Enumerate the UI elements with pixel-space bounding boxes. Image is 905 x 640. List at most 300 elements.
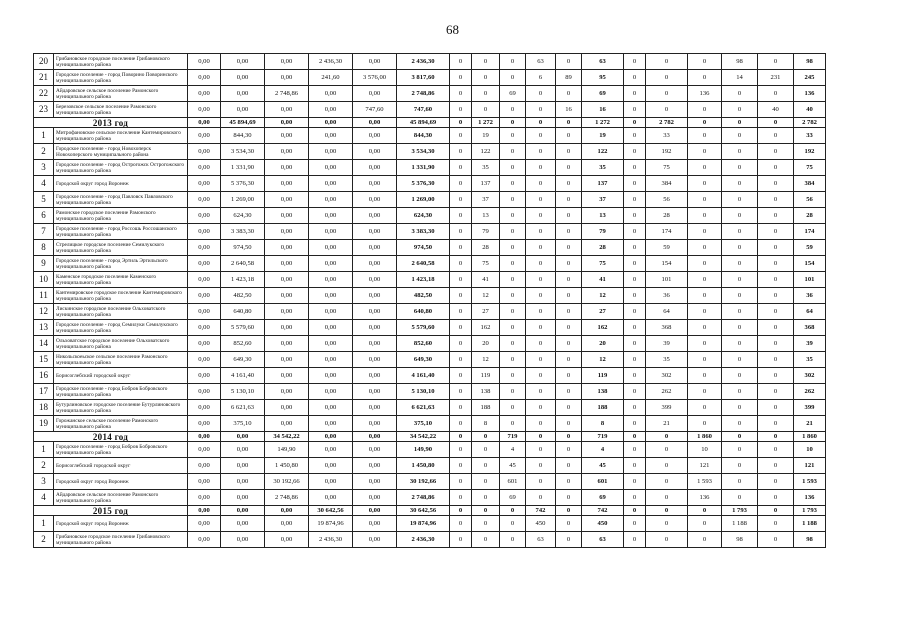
municipality-name: Стрелицкое городское поселение Семилукского муниципального района	[54, 240, 188, 256]
value-cell: 0	[556, 336, 582, 352]
value-cell: 0	[472, 102, 500, 118]
value-cell: 89	[556, 70, 582, 86]
value-cell: 0,00	[309, 320, 353, 336]
value-cell: 2 748,86	[397, 86, 450, 102]
value-cell: 0	[450, 54, 472, 70]
value-cell: 0	[450, 432, 472, 442]
value-cell: 4	[582, 442, 624, 458]
value-cell: 0	[722, 176, 758, 192]
value-cell: 0	[722, 432, 758, 442]
value-cell: 0	[758, 400, 794, 416]
value-cell: 482,50	[221, 288, 265, 304]
value-cell: 450	[582, 516, 624, 532]
value-cell: 34 542,22	[265, 432, 309, 442]
value-cell: 0	[526, 432, 556, 442]
value-cell: 0	[722, 102, 758, 118]
value-cell: 0	[472, 474, 500, 490]
value-cell: 0,00	[188, 160, 221, 176]
value-cell: 0	[758, 474, 794, 490]
value-cell: 2 782	[794, 118, 826, 128]
value-cell: 0	[758, 384, 794, 400]
table-row	[34, 288, 826, 304]
value-cell: 0	[624, 224, 646, 240]
row-number: 2	[34, 458, 54, 474]
value-cell: 4 161,40	[221, 368, 265, 384]
value-cell: 0,00	[309, 144, 353, 160]
value-cell: 136	[794, 490, 826, 506]
value-cell: 35	[646, 352, 688, 368]
value-cell: 0	[526, 208, 556, 224]
value-cell: 1 860	[688, 432, 722, 442]
value-cell: 41	[582, 272, 624, 288]
value-cell: 974,50	[221, 240, 265, 256]
table-row	[34, 532, 826, 548]
value-cell: 12	[582, 288, 624, 304]
value-cell: 624,30	[221, 208, 265, 224]
value-cell: 0,00	[309, 128, 353, 144]
value-cell: 1 331,90	[397, 160, 450, 176]
value-cell: 0,00	[309, 240, 353, 256]
value-cell: 101	[794, 272, 826, 288]
value-cell: 747,60	[353, 102, 397, 118]
value-cell: 0,00	[188, 474, 221, 490]
table-row	[34, 458, 826, 474]
value-cell: 0,00	[353, 432, 397, 442]
value-cell: 0	[526, 490, 556, 506]
value-cell: 302	[646, 368, 688, 384]
table-row	[34, 102, 826, 118]
value-cell: 0	[646, 458, 688, 474]
value-cell: 138	[472, 384, 500, 400]
value-cell: 0	[722, 400, 758, 416]
value-cell: 0,00	[221, 516, 265, 532]
value-cell: 0,00	[353, 224, 397, 240]
value-cell: 79	[582, 224, 624, 240]
value-cell: 19	[472, 128, 500, 144]
value-cell: 0	[526, 160, 556, 176]
value-cell: 0	[688, 272, 722, 288]
value-cell: 192	[646, 144, 688, 160]
value-cell: 75	[646, 160, 688, 176]
value-cell: 30 642,56	[397, 506, 450, 516]
value-cell: 0,00	[221, 442, 265, 458]
value-cell: 0	[624, 192, 646, 208]
value-cell: 0	[556, 458, 582, 474]
value-cell: 0	[688, 368, 722, 384]
table-row	[34, 256, 826, 272]
table-row	[34, 490, 826, 506]
value-cell: 0,00	[309, 432, 353, 442]
value-cell: 28	[794, 208, 826, 224]
value-cell: 0	[556, 208, 582, 224]
value-cell: 1 450,80	[265, 458, 309, 474]
value-cell: 0	[624, 256, 646, 272]
value-cell: 154	[646, 256, 688, 272]
value-cell: 0	[556, 240, 582, 256]
value-cell: 2 436,30	[397, 532, 450, 548]
value-cell: 16	[582, 102, 624, 118]
value-cell: 601	[500, 474, 526, 490]
value-cell: 0	[688, 192, 722, 208]
value-cell: 0,00	[188, 144, 221, 160]
value-cell: 0	[556, 288, 582, 304]
value-cell: 0	[450, 176, 472, 192]
row-number: 5	[34, 192, 54, 208]
value-cell: 0	[688, 118, 722, 128]
value-cell: 0	[646, 474, 688, 490]
value-cell: 0	[526, 102, 556, 118]
table-row	[34, 516, 826, 532]
value-cell: 0,00	[353, 176, 397, 192]
table-row	[34, 224, 826, 240]
value-cell: 0	[472, 70, 500, 86]
value-cell: 0	[500, 176, 526, 192]
value-cell: 0	[500, 224, 526, 240]
table-row	[34, 474, 826, 490]
value-cell: 241,60	[309, 70, 353, 86]
value-cell: 69	[582, 86, 624, 102]
value-cell: 0,00	[353, 320, 397, 336]
value-cell: 0	[688, 288, 722, 304]
value-cell: 0,00	[188, 432, 221, 442]
row-number: 21	[34, 70, 54, 86]
value-cell: 101	[646, 272, 688, 288]
value-cell: 0,00	[188, 368, 221, 384]
value-cell: 0,00	[221, 474, 265, 490]
table-row	[34, 352, 826, 368]
value-cell: 13	[582, 208, 624, 224]
value-cell: 0	[450, 102, 472, 118]
value-cell: 0,00	[353, 532, 397, 548]
value-cell: 0	[526, 128, 556, 144]
value-cell: 0	[500, 532, 526, 548]
table-row	[34, 70, 826, 86]
value-cell: 0,00	[188, 176, 221, 192]
municipality-name: Городской округ город Воронеж	[54, 516, 188, 532]
value-cell: 0	[556, 442, 582, 458]
value-cell: 0,00	[265, 144, 309, 160]
value-cell: 64	[646, 304, 688, 320]
value-cell: 375,10	[397, 416, 450, 432]
value-cell: 0,00	[221, 54, 265, 70]
value-cell: 0	[500, 70, 526, 86]
value-cell: 302	[794, 368, 826, 384]
value-cell: 0,00	[188, 102, 221, 118]
value-cell: 0	[556, 416, 582, 432]
value-cell: 188	[472, 400, 500, 416]
value-cell: 45 894,69	[221, 118, 265, 128]
value-cell: 0,00	[353, 400, 397, 416]
value-cell: 63	[582, 54, 624, 70]
value-cell: 19 874,96	[397, 516, 450, 532]
value-cell: 0	[624, 352, 646, 368]
value-cell: 0	[472, 506, 500, 516]
value-cell: 30 192,66	[397, 474, 450, 490]
value-cell: 63	[526, 532, 556, 548]
value-cell: 0	[450, 160, 472, 176]
value-cell: 21	[646, 416, 688, 432]
table-row	[34, 208, 826, 224]
value-cell: 0,00	[221, 86, 265, 102]
value-cell: 0	[624, 320, 646, 336]
value-cell: 0,00	[188, 288, 221, 304]
value-cell: 0,00	[353, 118, 397, 128]
value-cell: 0	[624, 516, 646, 532]
value-cell: 0	[624, 102, 646, 118]
value-cell: 0,00	[353, 288, 397, 304]
value-cell: 0,00	[353, 474, 397, 490]
value-cell: 0	[450, 320, 472, 336]
year-label: 2015 год	[34, 506, 188, 516]
value-cell: 0,00	[221, 490, 265, 506]
value-cell: 0,00	[353, 336, 397, 352]
municipality-name: Грибановское городское поселение Грибановского муниципального района	[54, 54, 188, 70]
value-cell: 2 748,86	[397, 490, 450, 506]
municipality-name: Городское поселение - город Эртиль Эртильского муниципального района	[54, 256, 188, 272]
value-cell: 3 534,30	[221, 144, 265, 160]
value-cell: 0	[500, 192, 526, 208]
value-cell: 0,00	[353, 144, 397, 160]
year-subtotal-row	[34, 118, 826, 128]
value-cell: 0,00	[221, 506, 265, 516]
resettlement-table	[33, 53, 826, 548]
value-cell: 5 579,60	[221, 320, 265, 336]
value-cell: 0,00	[265, 516, 309, 532]
row-number: 2	[34, 532, 54, 548]
value-cell: 162	[582, 320, 624, 336]
value-cell: 2 748,86	[265, 86, 309, 102]
value-cell: 640,80	[221, 304, 265, 320]
value-cell: 0	[646, 70, 688, 86]
value-cell: 0,00	[309, 176, 353, 192]
value-cell: 0	[556, 256, 582, 272]
value-cell: 0,00	[221, 532, 265, 548]
value-cell: 0,00	[353, 54, 397, 70]
municipality-name: Кантемировское городское поселение Кантемировского муниципального района	[54, 288, 188, 304]
value-cell: 0,00	[188, 400, 221, 416]
value-cell: 45	[582, 458, 624, 474]
municipality-name: Борисоглебский городской округ	[54, 368, 188, 384]
table-row	[34, 272, 826, 288]
value-cell: 0	[722, 272, 758, 288]
value-cell: 384	[794, 176, 826, 192]
value-cell: 1 593	[794, 474, 826, 490]
value-cell: 0	[526, 272, 556, 288]
value-cell: 0	[526, 118, 556, 128]
value-cell: 12	[472, 288, 500, 304]
table-row	[34, 384, 826, 400]
value-cell: 162	[472, 320, 500, 336]
value-cell: 192	[794, 144, 826, 160]
value-cell: 36	[646, 288, 688, 304]
value-cell: 0	[500, 506, 526, 516]
table-body	[34, 54, 826, 548]
value-cell: 0	[526, 368, 556, 384]
row-number: 2	[34, 144, 54, 160]
value-cell: 33	[794, 128, 826, 144]
table-row	[34, 86, 826, 102]
value-cell: 1 269,00	[221, 192, 265, 208]
municipality-name: Городское поселение - город Россошь Россошанского муниципального района	[54, 224, 188, 240]
value-cell: 0	[624, 128, 646, 144]
value-cell: 0	[500, 320, 526, 336]
value-cell: 0	[450, 532, 472, 548]
municipality-name: Айдаровское сельское поселение Рамонского муниципального района	[54, 490, 188, 506]
value-cell: 719	[582, 432, 624, 442]
value-cell: 6	[526, 70, 556, 86]
municipality-name: Городское поселение - город Бобров Бобровского муниципального района	[54, 442, 188, 458]
value-cell: 649,30	[397, 352, 450, 368]
value-cell: 39	[794, 336, 826, 352]
value-cell: 0,00	[188, 70, 221, 86]
value-cell: 0	[758, 416, 794, 432]
value-cell: 69	[582, 490, 624, 506]
value-cell: 0	[758, 86, 794, 102]
value-cell: 742	[526, 506, 556, 516]
municipality-name: Никольскоеьское сельское поселение Рамонского муниципального района	[54, 352, 188, 368]
value-cell: 0	[688, 304, 722, 320]
row-number: 4	[34, 176, 54, 192]
value-cell: 0	[722, 86, 758, 102]
value-cell: 75	[582, 256, 624, 272]
value-cell: 0	[472, 54, 500, 70]
value-cell: 0	[500, 336, 526, 352]
value-cell: 0,00	[188, 336, 221, 352]
municipality-name: Березовское сельское поселение Рамонского муниципального района	[54, 102, 188, 118]
value-cell: 0	[646, 86, 688, 102]
table-row	[34, 128, 826, 144]
value-cell: 0	[556, 432, 582, 442]
value-cell: 0	[526, 458, 556, 474]
value-cell: 0	[556, 532, 582, 548]
value-cell: 2 436,30	[309, 54, 353, 70]
value-cell: 0	[500, 54, 526, 70]
row-number: 11	[34, 288, 54, 304]
value-cell: 2 436,30	[309, 532, 353, 548]
value-cell: 482,50	[397, 288, 450, 304]
value-cell: 0,00	[309, 416, 353, 432]
value-cell: 121	[794, 458, 826, 474]
value-cell: 28	[582, 240, 624, 256]
municipality-name: Городской округ город Воронеж	[54, 176, 188, 192]
value-cell: 0	[758, 490, 794, 506]
value-cell: 0	[500, 516, 526, 532]
value-cell: 0,00	[188, 532, 221, 548]
row-number: 19	[34, 416, 54, 432]
value-cell: 5 376,30	[397, 176, 450, 192]
value-cell: 0	[758, 128, 794, 144]
value-cell: 0	[526, 192, 556, 208]
value-cell: 0,00	[265, 368, 309, 384]
value-cell: 0	[450, 304, 472, 320]
value-cell: 136	[688, 490, 722, 506]
value-cell: 28	[472, 240, 500, 256]
value-cell: 0	[500, 272, 526, 288]
value-cell: 0	[624, 458, 646, 474]
value-cell: 0	[624, 304, 646, 320]
value-cell: 0	[758, 442, 794, 458]
value-cell: 0	[758, 432, 794, 442]
value-cell: 1 793	[722, 506, 758, 516]
value-cell: 0	[722, 288, 758, 304]
value-cell: 0	[688, 208, 722, 224]
value-cell: 0	[758, 144, 794, 160]
table-row	[34, 54, 826, 70]
value-cell: 56	[794, 192, 826, 208]
value-cell: 450	[526, 516, 556, 532]
value-cell: 75	[794, 160, 826, 176]
value-cell: 0	[556, 54, 582, 70]
row-number: 12	[34, 304, 54, 320]
value-cell: 0	[472, 516, 500, 532]
value-cell: 0,00	[188, 458, 221, 474]
value-cell: 0,00	[309, 224, 353, 240]
value-cell: 0	[646, 102, 688, 118]
value-cell: 0,00	[265, 304, 309, 320]
municipality-name: Городское поселение - город Острогожск Острогожского муниципального района	[54, 160, 188, 176]
table-row	[34, 240, 826, 256]
value-cell: 0	[624, 160, 646, 176]
value-cell: 0	[472, 532, 500, 548]
value-cell: 0	[624, 400, 646, 416]
value-cell: 0,00	[188, 320, 221, 336]
value-cell: 45	[500, 458, 526, 474]
value-cell: 0	[450, 240, 472, 256]
value-cell: 138	[582, 384, 624, 400]
value-cell: 30 642,56	[309, 506, 353, 516]
municipality-name: Городское поселение - город Павловск Павловского муниципального района	[54, 192, 188, 208]
value-cell: 28	[646, 208, 688, 224]
value-cell: 0	[646, 442, 688, 458]
value-cell: 231	[758, 70, 794, 86]
value-cell: 122	[472, 144, 500, 160]
value-cell: 122	[582, 144, 624, 160]
value-cell: 149,90	[265, 442, 309, 458]
value-cell: 20	[472, 336, 500, 352]
value-cell: 0	[450, 384, 472, 400]
table-row	[34, 416, 826, 432]
table-row	[34, 176, 826, 192]
value-cell: 0	[758, 304, 794, 320]
value-cell: 0,00	[265, 102, 309, 118]
value-cell: 0	[688, 320, 722, 336]
value-cell: 0,00	[353, 272, 397, 288]
value-cell: 0	[556, 86, 582, 102]
value-cell: 0,00	[353, 490, 397, 506]
value-cell: 0	[556, 352, 582, 368]
municipality-name: Айдаровское сельское поселение Рамонского муниципального района	[54, 86, 188, 102]
value-cell: 1 331,90	[221, 160, 265, 176]
value-cell: 0,00	[265, 160, 309, 176]
value-cell: 5 130,10	[221, 384, 265, 400]
value-cell: 0,00	[221, 432, 265, 442]
value-cell: 0	[688, 144, 722, 160]
value-cell: 0	[450, 458, 472, 474]
value-cell: 35	[582, 160, 624, 176]
value-cell: 2 748,86	[265, 490, 309, 506]
value-cell: 0	[722, 442, 758, 458]
value-cell: 0	[722, 368, 758, 384]
value-cell: 399	[794, 400, 826, 416]
value-cell: 0	[688, 336, 722, 352]
value-cell: 0,00	[309, 474, 353, 490]
page-number: 68	[446, 22, 459, 37]
value-cell: 0,00	[309, 118, 353, 128]
value-cell: 0,00	[188, 192, 221, 208]
row-number: 9	[34, 256, 54, 272]
value-cell: 0	[688, 532, 722, 548]
value-cell: 0	[450, 256, 472, 272]
